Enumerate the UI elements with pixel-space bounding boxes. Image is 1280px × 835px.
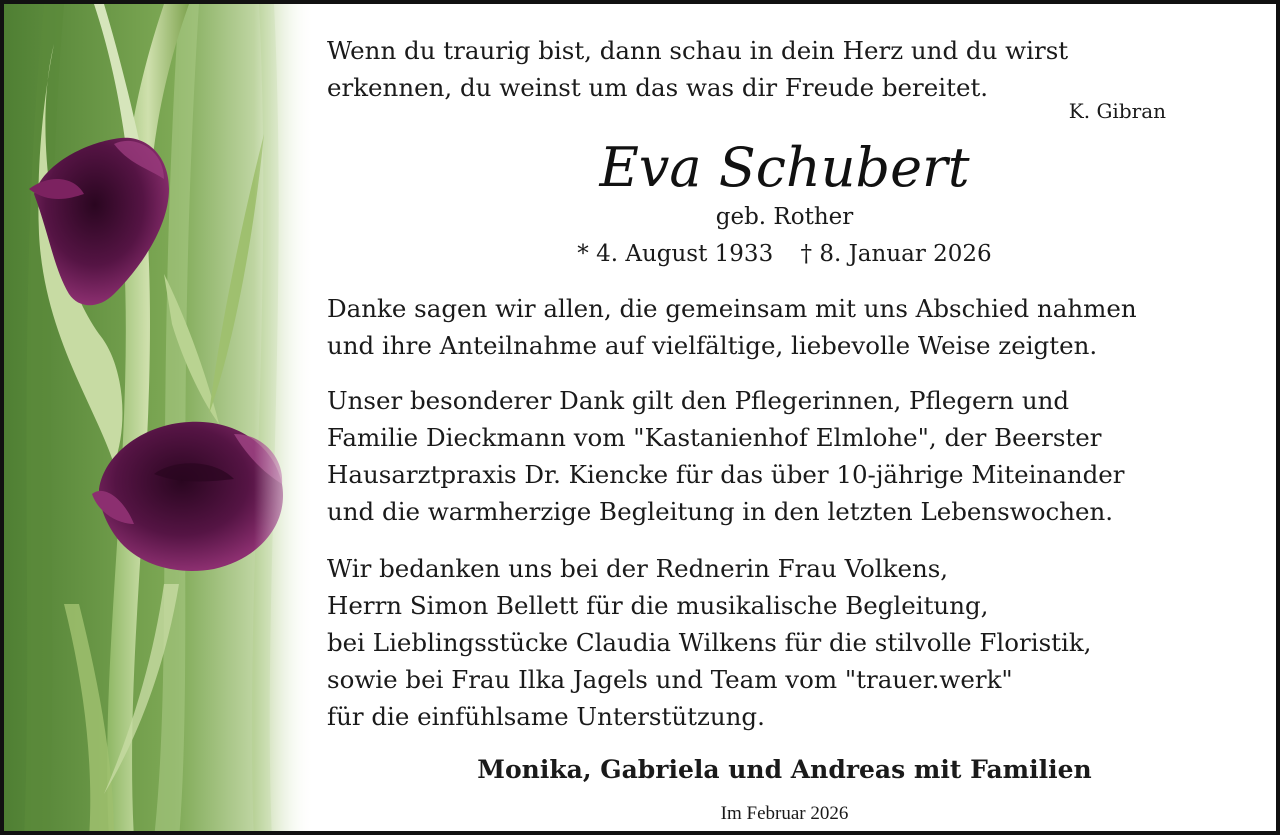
- special-thanks-paragraph: [327, 382, 1247, 530]
- acknowledgements-paragraph: [327, 550, 1247, 735]
- quote: [327, 32, 1247, 106]
- paragraph-line: Familie Dieckmann vom "Kastanienhof Elmlohe", der Beerster: [327, 423, 1102, 452]
- birth-name: geb. Rother: [715, 204, 854, 230]
- paragraph-line: sowie bei Frau Ilka Jagels und Team vom "trauer.werk": [327, 665, 1013, 694]
- paragraph-line: Wir bedanken uns bei der Rednerin Frau Volkens,: [327, 554, 949, 583]
- paragraph-line: und ihre Anteilnahme auf vielfältige, liebevolle Weise zeigten.: [327, 331, 1098, 360]
- paragraph-line: Herrn Simon Bellett für die musikalische Begleitung,: [327, 591, 989, 620]
- quote-line: Wenn du traurig bist, dann schau in dein Herz und du wirst: [327, 36, 1069, 65]
- thanks-paragraph: [327, 290, 1247, 364]
- paragraph-line: für die einfühlsame Unterstützung.: [327, 702, 765, 731]
- paragraph-line: und die warmherzige Begleitung in den letzten Lebenswochen.: [327, 497, 1114, 526]
- place-date: Im Februar 2026: [720, 803, 849, 824]
- gladiolus-flower-image: [4, 4, 314, 835]
- life-dates: [327, 238, 1242, 270]
- quote-line: erkennen, du weinst um das was dir Freude bereitet.: [327, 73, 989, 102]
- paragraph-line: bei Lieblingsstücke Claudia Wilkens für die stilvolle Floristik,: [327, 628, 1092, 657]
- paragraph-line: Hausarztpraxis Dr. Kiencke für das über 10-jährige Miteinander: [327, 460, 1125, 489]
- birth-date: * 4. August 1933: [577, 241, 774, 267]
- death-date: † 8. Januar 2026: [800, 241, 992, 267]
- paragraph-line: Danke sagen wir allen, die gemeinsam mit uns Abschied nahmen: [327, 294, 1137, 323]
- family-signature: Monika, Gabriela und Andreas mit Familien: [477, 755, 1092, 784]
- quote-author: K. Gibran: [1068, 99, 1166, 123]
- deceased-name: Eva Schubert: [599, 136, 970, 199]
- paragraph-line: Unser besonderer Dank gilt den Pflegerinnen, Pflegern und: [327, 386, 1070, 415]
